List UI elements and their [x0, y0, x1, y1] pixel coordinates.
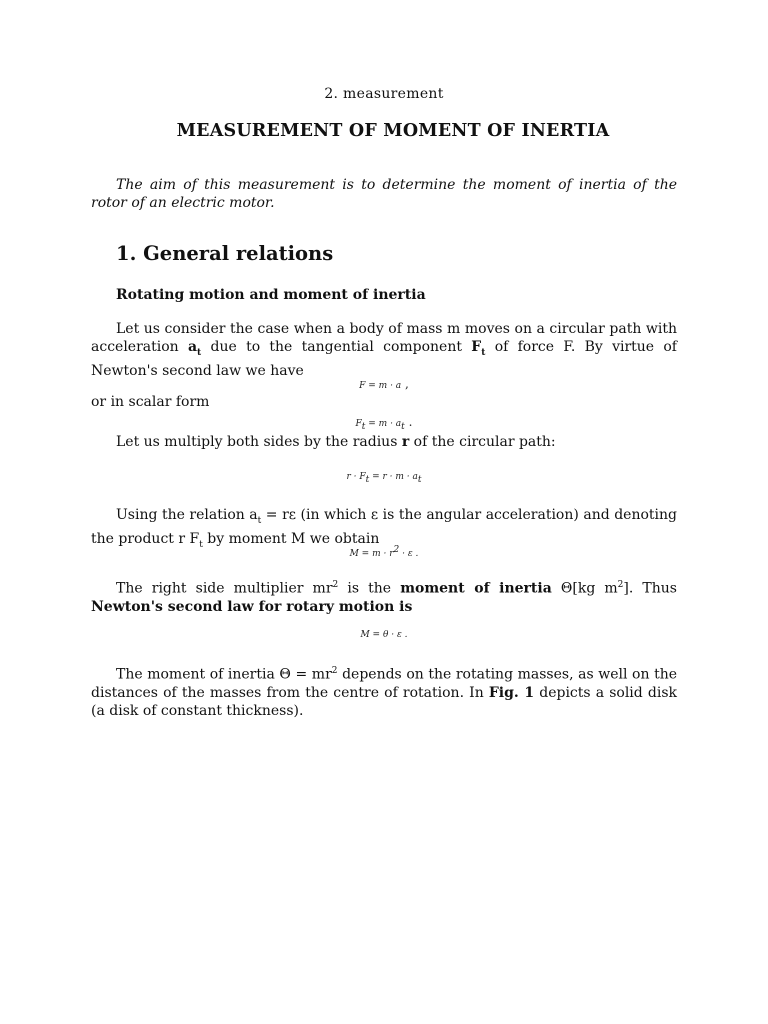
symbol-radius: r — [401, 434, 410, 450]
equation-moment — [0, 545, 768, 559]
superscript-2: 2 — [332, 580, 339, 590]
paragraph-text: The moment of inertia Θ = mr — [116, 666, 332, 683]
equation-rhs: = r · m · a — [369, 472, 418, 482]
equation-rotary-newton: M = θ · ε . — [360, 630, 408, 640]
equation-lhs: F — [355, 419, 362, 429]
equation-torque-product — [0, 472, 768, 485]
paragraph-newton-intro — [91, 320, 677, 380]
paragraph-text: by moment M we obtain — [202, 530, 380, 547]
subscript-t: t — [417, 474, 422, 485]
paragraph-text: depicts a solid disk (a disk of constant thickness). — [91, 684, 677, 719]
equation-rhs: · ε . — [399, 549, 419, 559]
equation-lhs: M = m · r — [349, 549, 394, 559]
equation-vector-newton — [0, 377, 768, 391]
figure-reference: Fig. 1 — [488, 684, 535, 701]
running-header: 2. measurement — [324, 86, 444, 102]
emphasis-moment-of-inertia: moment of inertia — [400, 580, 552, 597]
equation-rhs: = m · a — [365, 419, 402, 429]
paragraph-text: is the — [338, 580, 401, 597]
subscript-t: t — [197, 347, 202, 358]
paragraph-text: Let us multiply both sides by the radius — [116, 434, 402, 450]
aim-paragraph: The aim of this measurement is to determine the moment of inertia of the rotor of an electric motor. — [91, 177, 677, 211]
subsection-heading-rotating-motion: Rotating motion and moment of inertia — [116, 287, 426, 303]
paragraph-multiply-radius — [91, 433, 677, 451]
paragraph-text: = rε (in which ε is the angular acceleration) and denoting the product r F — [91, 507, 677, 547]
emphasis-newton-rotary-law: Newton's second law for rotary motion is — [91, 598, 413, 615]
paragraph-moment-of-inertia — [91, 576, 677, 616]
paragraph-text: of the circular path: — [409, 434, 556, 450]
paragraph-text: Using the relation a — [116, 507, 258, 523]
paragraph-text: of force F. By virtue of Newton's second law we have — [91, 339, 677, 379]
equation-punctuation: , — [401, 377, 409, 391]
equation-lhs: r · F — [346, 472, 366, 482]
equation-lhs: F — [359, 381, 366, 391]
paragraph-mass-distribution — [91, 662, 677, 720]
equation-punctuation: . — [404, 415, 413, 429]
document-title: MEASUREMENT OF MOMENT OF INERTIA — [176, 121, 610, 141]
subscript-t: t — [365, 474, 370, 485]
equation-scalar-newton — [0, 415, 768, 432]
symbol-acceleration: a — [187, 339, 198, 355]
equation-rhs: = m · a — [365, 381, 402, 391]
paragraph-text: The right side multiplier mr — [116, 580, 333, 597]
paragraph-text: Θ[kg m — [551, 580, 618, 597]
paragraph-scalar-form: or in scalar form — [91, 394, 210, 410]
paragraph-text: Let us consider the case when a body of mass m moves on a circular path with acceleration — [91, 321, 677, 355]
subscript-t: t — [481, 347, 486, 358]
subscript-t: t — [257, 515, 262, 526]
paragraph-text: ]. Thus — [623, 580, 677, 597]
section-heading-general-relations: 1. General relations — [116, 242, 334, 265]
subscript-t: t — [401, 421, 405, 432]
superscript-2: 2 — [393, 545, 400, 555]
subscript-t: t — [361, 421, 366, 432]
superscript-2: 2 — [331, 666, 338, 676]
paragraph-text: depends on the rotating masses, as well on the distances of the masses from the centre of rotation. In — [91, 666, 677, 701]
symbol-force: F — [471, 339, 482, 355]
subscript-t: t — [199, 539, 203, 550]
paragraph-text: due to the tangential component — [201, 339, 472, 355]
superscript-2: 2 — [617, 580, 624, 590]
